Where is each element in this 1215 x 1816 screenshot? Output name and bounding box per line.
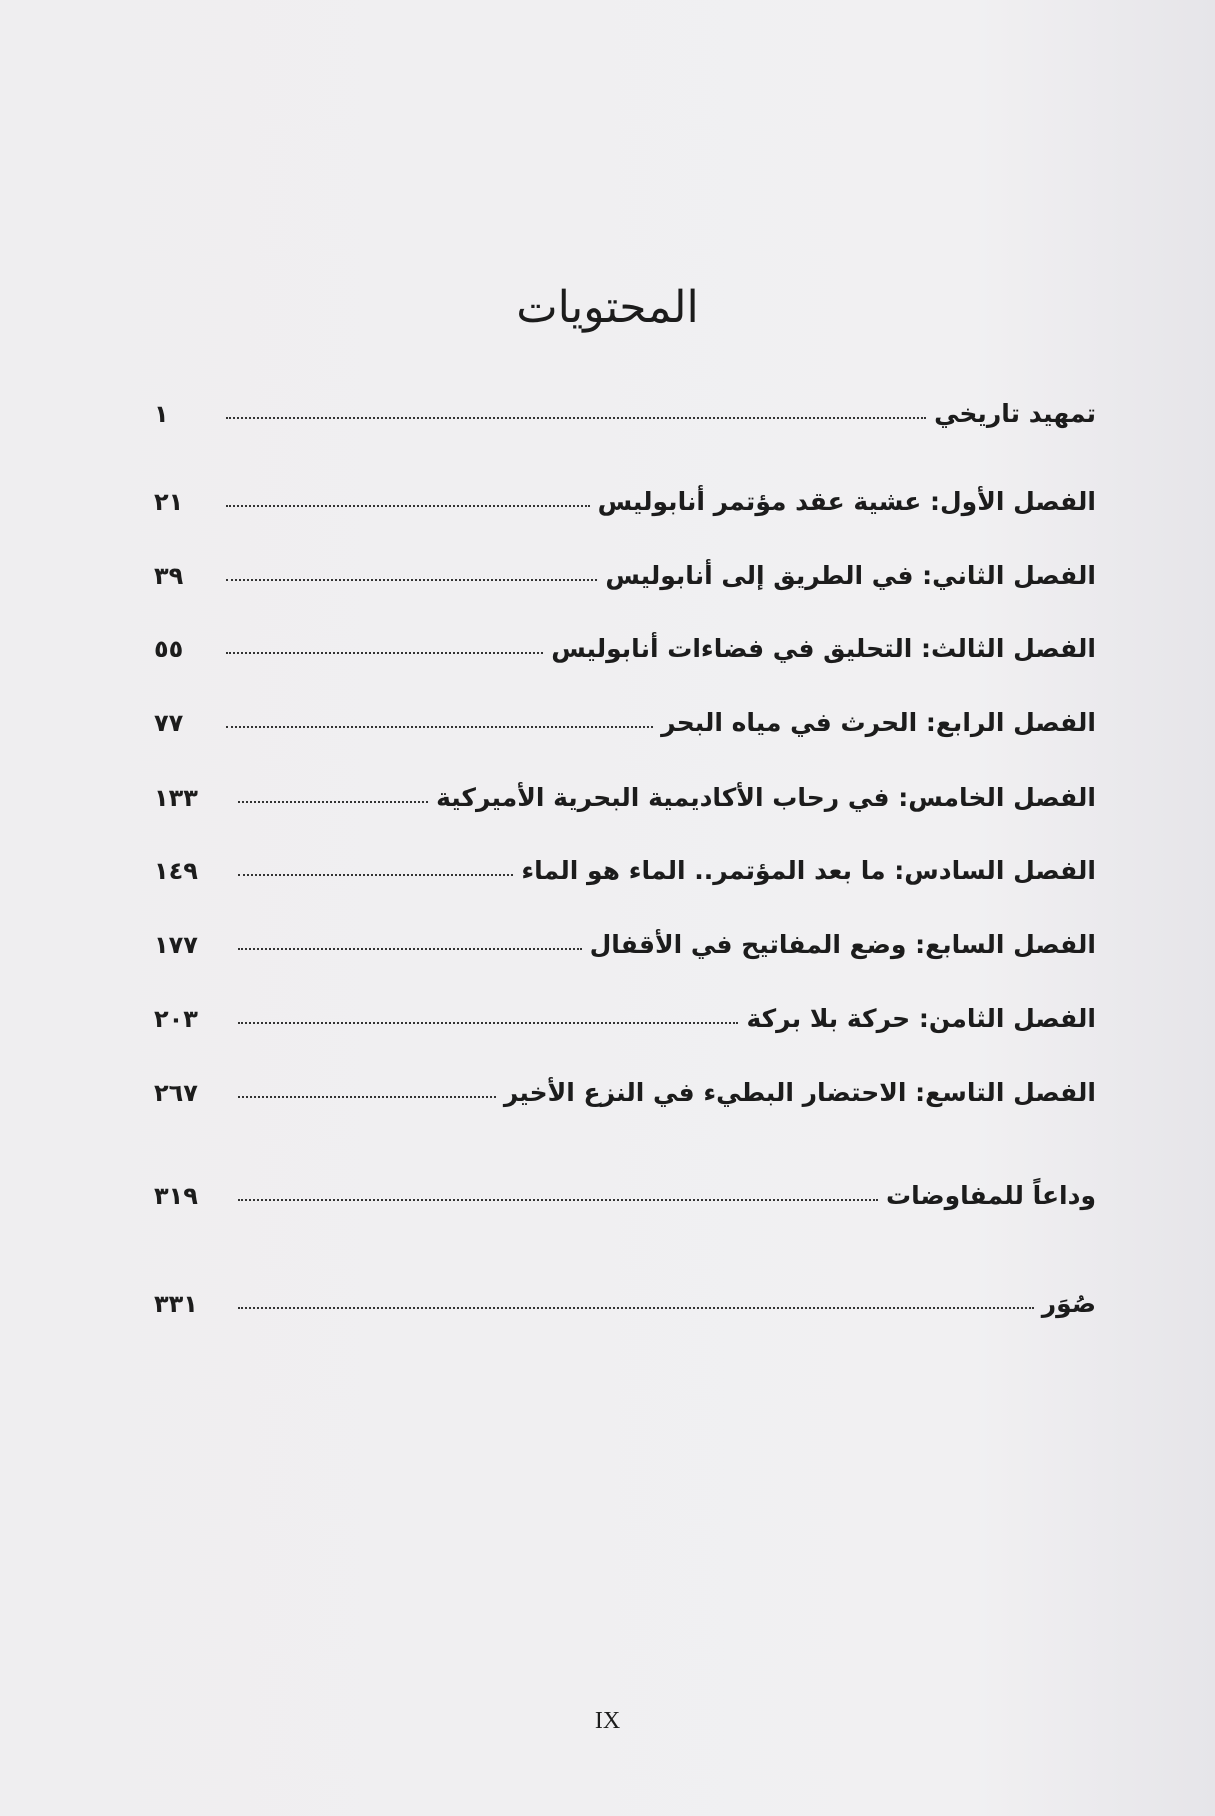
dot-leader <box>238 1096 496 1098</box>
toc-entry-title: الفصل الثاني: في الطريق إلى أنابوليس <box>605 561 1096 590</box>
dot-leader <box>238 1307 1034 1309</box>
toc-entry[interactable] <box>150 772 1096 812</box>
toc-entry-title: الفصل الرابع: الحرث في مياه البحر <box>661 708 1096 737</box>
toc-entry-title: الفصل التاسع: الاحتضار البطيء في النزع الأخير <box>503 1078 1096 1107</box>
toc-entry[interactable] <box>150 388 1096 428</box>
toc-entry[interactable] <box>150 697 1096 737</box>
dot-leader <box>238 948 582 950</box>
dot-leader <box>238 801 428 803</box>
toc-entry[interactable] <box>150 1278 1096 1318</box>
page-title: المحتويات <box>516 282 699 333</box>
dot-leader <box>226 652 543 654</box>
toc-entry[interactable] <box>150 919 1096 959</box>
toc-entry-page: ٣٩ <box>154 562 184 590</box>
toc-entry-title: الفصل الخامس: في رحاب الأكاديمية البحرية الأميركية <box>436 783 1096 812</box>
toc-entry-title: الفصل الثالث: التحليق في فضاءات أنابوليس <box>551 634 1096 663</box>
toc-entry-title: صُوَر <box>1041 1289 1096 1318</box>
toc-entry-page: ٣١٩ <box>154 1182 198 1210</box>
toc-entry-page: ٢٦٧ <box>154 1079 198 1107</box>
dot-leader <box>226 505 590 507</box>
dot-leader <box>238 1022 738 1024</box>
dot-leader <box>226 579 597 581</box>
toc-entry-title: الفصل السادس: ما بعد المؤتمر.. الماء هو الماء <box>521 856 1096 885</box>
dot-leader <box>226 417 926 419</box>
toc-entry-title: الفصل السابع: وضع المفاتيح في الأقفال <box>589 930 1096 959</box>
toc-entry[interactable] <box>150 476 1096 516</box>
dot-leader <box>226 726 653 728</box>
toc-entry[interactable] <box>150 550 1096 590</box>
toc-entry-title: تمهيد تاريخي <box>934 399 1096 428</box>
toc-entry-page: ٥٥ <box>154 635 184 663</box>
page-number: IX <box>594 1708 621 1734</box>
toc-entry-title: وداعاً للمفاوضات <box>885 1181 1096 1210</box>
dot-leader <box>238 874 513 876</box>
toc-entry-title: الفصل الثامن: حركة بلا بركة <box>746 1004 1096 1033</box>
dot-leader <box>238 1199 878 1201</box>
toc-entry[interactable] <box>150 993 1096 1033</box>
toc-entry[interactable] <box>150 1067 1096 1107</box>
toc-entry-page: ٧٧ <box>154 709 184 737</box>
toc-entry-page: ٣٣١ <box>154 1290 198 1318</box>
toc-entry-page: ١٧٧ <box>154 931 198 959</box>
toc-entry-page: ١٣٣ <box>154 784 198 812</box>
toc-entry[interactable] <box>150 1170 1096 1210</box>
toc-entry-page: ٢٠٣ <box>154 1005 198 1033</box>
toc-entry-title: الفصل الأول: عشية عقد مؤتمر أنابوليس <box>597 487 1096 516</box>
toc-entry[interactable] <box>150 845 1096 885</box>
toc-entry-page: ٢١ <box>154 488 184 516</box>
toc-entry-page: ١٤٩ <box>154 857 198 885</box>
toc-entry-page: ١ <box>154 400 169 428</box>
toc-entry[interactable] <box>150 623 1096 663</box>
